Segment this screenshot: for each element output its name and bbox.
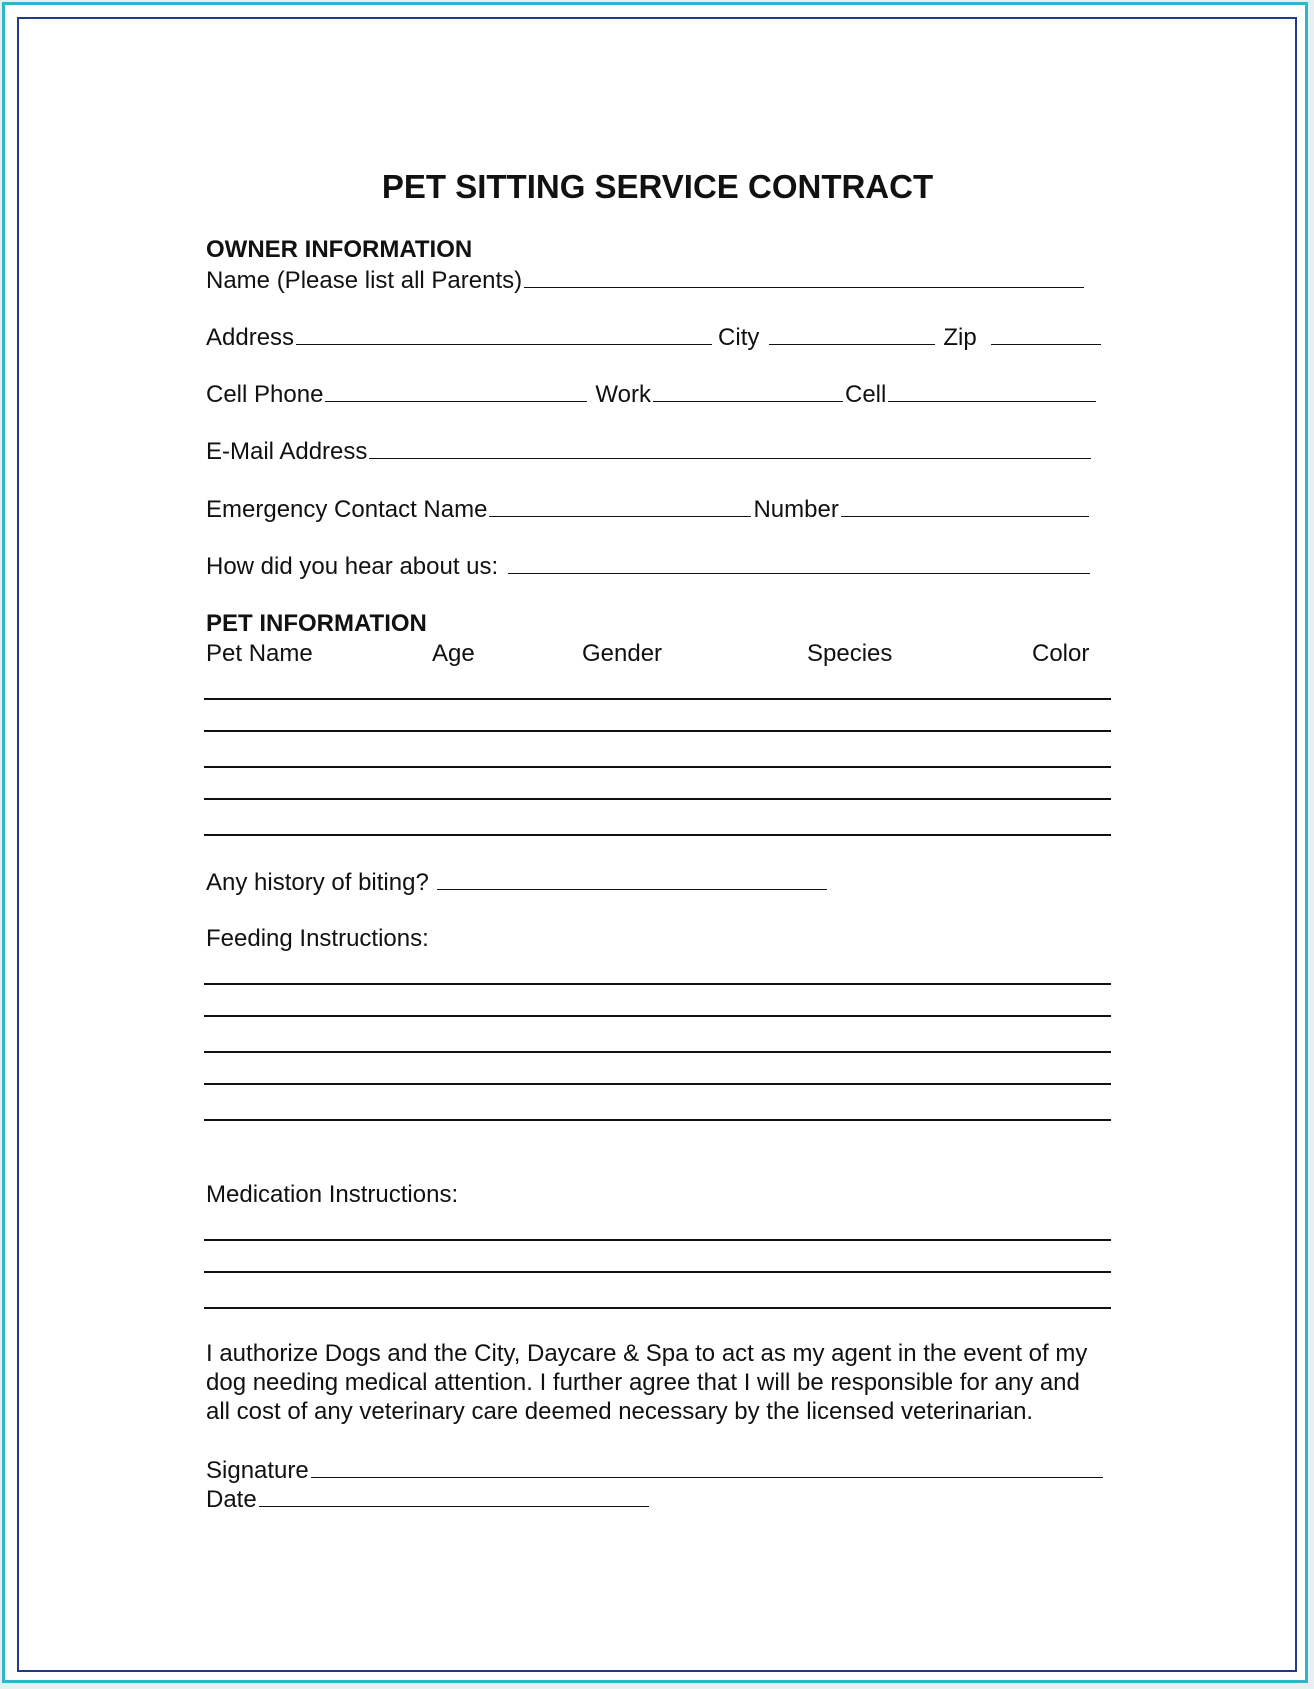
referral-label: How did you hear about us: [206, 553, 499, 580]
signature-field[interactable] [311, 1455, 1103, 1478]
col-color: Color [1032, 640, 1090, 667]
address-label: Address [206, 324, 295, 351]
date-label: Date [206, 1486, 257, 1513]
authorization-text: I authorize Dogs and the City, Daycare & Spa to act as my agent in the event of my dog needing medical attention. I further agree that I will be responsible for any and all cost of any veterinary care deemed necessary by the licensed veterinarian. [206, 1340, 1088, 1425]
pet-line[interactable] [204, 730, 1111, 732]
page-title: PET SITTING SERVICE CONTRACT [381, 168, 934, 205]
signature-row [206, 1455, 1105, 1485]
cell-phone-label: Cell Phone [206, 381, 324, 408]
feeding-line[interactable] [204, 1051, 1111, 1053]
cell-field[interactable] [888, 379, 1096, 402]
col-gender: Gender [582, 640, 663, 667]
zip-field[interactable] [991, 322, 1101, 345]
date-row [206, 1484, 651, 1514]
pet-line[interactable] [204, 798, 1111, 800]
col-species: Species [807, 640, 893, 667]
name-field[interactable] [524, 265, 1084, 288]
medication-line[interactable] [204, 1271, 1111, 1273]
pet-line[interactable] [204, 834, 1111, 836]
feeding-label: Feeding Instructions: [206, 925, 429, 952]
address-row [206, 322, 1103, 352]
feeding-line[interactable] [204, 1119, 1111, 1121]
email-field[interactable] [369, 436, 1091, 459]
emergency-number-field[interactable] [841, 494, 1089, 517]
city-field[interactable] [769, 322, 935, 345]
pet-line[interactable] [204, 766, 1111, 768]
date-field[interactable] [259, 1484, 649, 1507]
biting-field[interactable] [437, 867, 827, 890]
address-field[interactable] [296, 322, 712, 345]
feeding-row [206, 925, 429, 953]
cell-phone-field[interactable] [325, 379, 587, 402]
name-row [206, 265, 1086, 295]
zip-label: Zip [943, 324, 977, 351]
name-label: Name (Please list all Parents) [206, 267, 523, 294]
medication-line[interactable] [204, 1239, 1111, 1241]
medication-row [206, 1181, 458, 1209]
referral-row [206, 551, 1092, 581]
work-phone-field[interactable] [653, 379, 843, 402]
emergency-row [206, 494, 1091, 524]
medication-label: Medication Instructions: [206, 1181, 459, 1208]
referral-field[interactable] [508, 551, 1090, 574]
col-age: Age [432, 640, 475, 667]
pet-columns [206, 640, 1109, 668]
feeding-line[interactable] [204, 983, 1111, 985]
email-row [206, 436, 1093, 466]
pet-line[interactable] [204, 698, 1111, 700]
pet-info-heading: PET INFORMATION [206, 610, 427, 637]
email-label: E-Mail Address [206, 438, 368, 465]
medication-line[interactable] [204, 1307, 1111, 1309]
cell-label: Cell [844, 381, 887, 408]
number-label: Number [753, 496, 839, 523]
feeding-line[interactable] [204, 1015, 1111, 1017]
biting-label: Any history of biting? [206, 869, 429, 896]
col-pet-name: Pet Name [206, 640, 313, 667]
feeding-line[interactable] [204, 1083, 1111, 1085]
work-label: Work [595, 381, 651, 408]
emergency-contact-label: Emergency Contact Name [206, 496, 488, 523]
phone-row [206, 379, 1098, 409]
city-label: City [718, 324, 760, 351]
contract-page [206, 0, 1109, 1689]
biting-row [206, 867, 829, 897]
emergency-contact-field[interactable] [489, 494, 751, 517]
owner-info-heading: OWNER INFORMATION [206, 236, 473, 263]
signature-label: Signature [206, 1457, 309, 1484]
